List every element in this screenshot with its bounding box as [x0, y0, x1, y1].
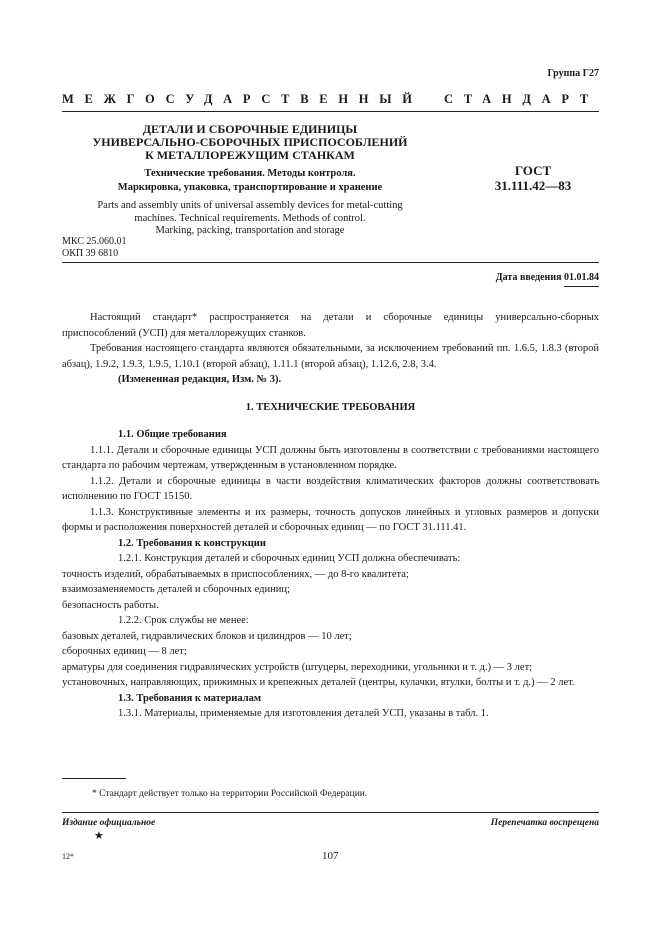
- title-line-2: УНИВЕРСАЛЬНО-СБОРОЧНЫХ ПРИСПОСОБЛЕНИЙ: [92, 135, 408, 149]
- amendment-note: (Измененная редакция, Изм. № 3).: [118, 374, 282, 385]
- english-title-line-2: machines. Technical requirements. Methods of control.: [134, 212, 366, 224]
- subsection-1-2: 1.2. Требования к конструкции: [118, 537, 266, 549]
- paragraph-mandatory: Требования настоящего стандарта являются обязательными, за исключением требований пп. 1.6.5, 1.8.3 (второй абзац), 1.9.2, 1.9.3, 1.9.5, 1.10.1 (второй абзац), 1.11.1 (второй абзац), 1.12.6, 2.8, 3.4.: [62, 343, 599, 370]
- section-heading: 1. ТЕХНИЧЕСКИЕ ТРЕБОВАНИЯ: [245, 401, 416, 413]
- english-title-line-3: Marking, packing, transportation and storage: [155, 225, 345, 236]
- list-item-base-parts: базовых деталей, гидравлических блоков и цилиндров — 10 лет;: [62, 630, 352, 642]
- intro-date-value: 01.01.84: [564, 272, 599, 287]
- list-item-fastening-parts: установочных, направляющих, прижимных и крепежных деталей (центры, кулачки, втулки, болты и т. д.) — 2 лет.: [62, 677, 575, 688]
- title-block: [62, 123, 438, 238]
- list-item-interchangeability: взаимозаменяемость деталей и сборочных единиц;: [62, 584, 290, 595]
- star-icon: ★: [94, 830, 104, 842]
- footnote: * Стандарт действует только на территории Российской Федерации.: [92, 789, 368, 799]
- sheet-mark: 12*: [62, 852, 74, 861]
- banner-rule: [62, 111, 599, 112]
- clause-1-1-3: 1.1.3. Конструктивные элементы и их размеры, точность допусков линейных и угловых размеров и допуски формы и расположения поверхностей деталей и сборочных единиц — по ГОСТ 31.111.41.: [62, 506, 599, 533]
- clause-1-3-1: 1.3.1. Материалы, применяемые для изготовления деталей УСП, указаны в табл. 1.: [118, 708, 489, 719]
- clause-1-1-1: 1.1.1. Детали и сборочные единицы УСП должны быть изготовлены в соответствии с требованиями настоящего стандарта по рабочим чертежам, утвержденным в установленном порядке.: [62, 444, 599, 471]
- header-rule: [62, 262, 599, 263]
- banner-word-1: МЕЖГОСУДАРСТВЕННЫЙ: [62, 92, 423, 106]
- document-body: [62, 310, 599, 722]
- mks-code: МКС 25.060.01: [62, 236, 127, 247]
- gost-designation: [478, 163, 588, 193]
- gost-label: ГОСТ: [514, 163, 552, 178]
- clause-1-1-2: 1.1.2. Детали и сборочные единицы в части воздействия климатических факторов должны соответствовать исполнению по ГОСТ 15150.: [62, 475, 599, 502]
- list-item-accuracy: точность изделий, обрабатываемых в приспособлениях, — до 8-го квалитета;: [62, 568, 409, 580]
- footnote-rule: [62, 778, 126, 779]
- reprint-prohibited-label: Перепечатка воспрещена: [490, 818, 599, 828]
- page-number: 107: [322, 850, 339, 862]
- intro-date-label: Дата введения: [495, 272, 562, 283]
- subsection-1-1: 1.1. Общие требования: [118, 429, 227, 440]
- footer-rule: [62, 812, 599, 813]
- title-line-1: ДЕТАЛИ И СБОРОЧНЫЕ ЕДИНИЦЫ: [142, 122, 358, 136]
- title-line-3: К МЕТАЛЛОРЕЖУЩИМ СТАНКАМ: [145, 148, 355, 162]
- clause-1-2-1: 1.2.1. Конструкция деталей и сборочных единиц УСП должна обеспечивать:: [118, 553, 461, 564]
- group-code: Группа Г27: [547, 68, 599, 79]
- gost-number: 31.111.42—83: [494, 178, 572, 193]
- subtitle-line-2: Маркировка, упаковка, транспортирование и хранение: [117, 182, 383, 193]
- classification-codes: [62, 236, 126, 260]
- list-item-safety: безопасность работы.: [62, 599, 159, 611]
- introduction-date: [496, 272, 599, 283]
- banner-word-2: СТАНДАРТ: [443, 92, 599, 106]
- standard-banner: [62, 92, 599, 107]
- list-item-assembly-units: сборочных единиц — 8 лет;: [62, 646, 187, 657]
- paragraph-scope: Настоящий стандарт* распространяется на детали и сборочные единицы универсально-сборных приспособлений (УСП) для металлорежущих станков.: [62, 312, 599, 339]
- english-title-line-1: Parts and assembly units of universal assembly devices for metal-cutting: [97, 200, 403, 211]
- official-edition-label: Издание официальное: [62, 818, 156, 828]
- list-item-fittings: арматуры для соединения гидравлических устройств (штуцеры, переходники, угольники и т. д.) — 3 лет;: [62, 661, 533, 673]
- subtitle-line-1: Технические требования. Методы контроля.: [144, 168, 356, 179]
- clause-1-2-2: 1.2.2. Срок службы не менее:: [118, 615, 249, 626]
- subsection-1-3: 1.3. Требования к материалам: [118, 692, 261, 704]
- okp-code: ОКП 39 6810: [62, 248, 119, 259]
